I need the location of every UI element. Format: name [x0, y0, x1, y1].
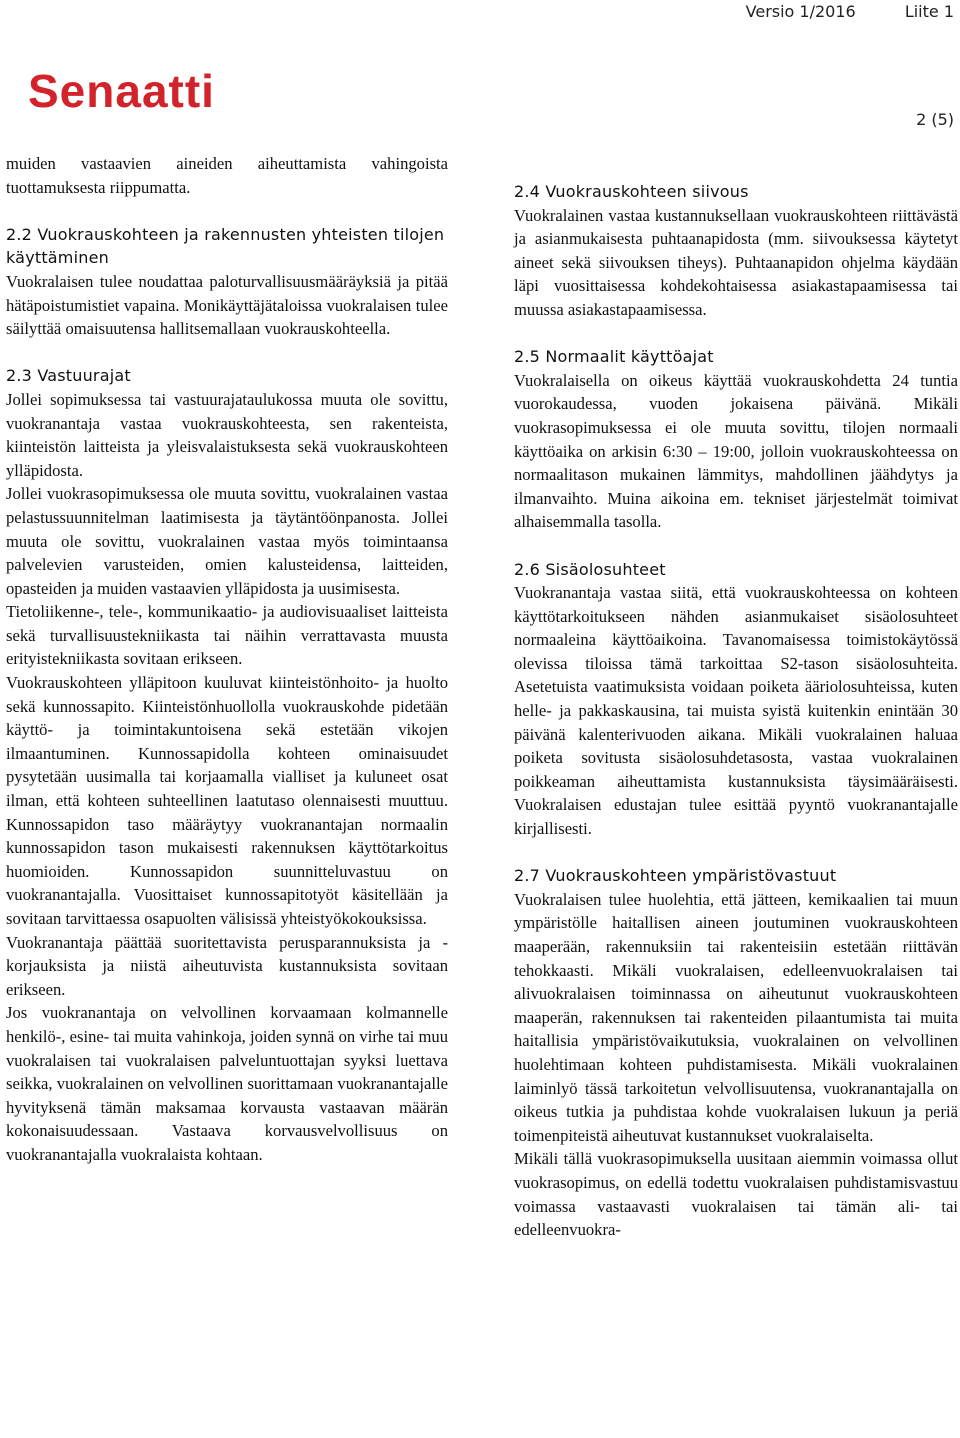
attachment-label: Liite 1	[904, 2, 954, 21]
section-2-3-paragraph: Vuokrauskohteen ylläpitoon kuuluvat kiinteistönhoito- ja huolto sekä kunnossapito. Kiinteistönhuollolla vuokrauskohde pidetään käyttö- ja toimintakuntoisena sekä estetään vikojen ilmaantuminen. Kunnossapidolla kohteen ominaisuudet pysytetään uusimalla tai korjaamalla vialliset ja kuluneet osat ilman, että kohteen suhteellinen laatutaso olennaisesti muuttuu. Kunnossapidon taso määräytyy vuokranantajan normaalin kunnossapidon tason mukaisesti rakennuksen käyttötarkoitus huomioiden. Kunnossapidon suunnitteluvastuu on vuokranantajalla. Vuosittaiset kunnossapitotyöt käsitellään ja sovitaan tarvittaessa osapuolten välisissä yhteistyökokouksissa.	[6, 673, 448, 928]
svg-text:Senaatti: Senaatti	[28, 66, 215, 116]
section-2-5-text: Vuokralaisella on oikeus käyttää vuokrauskohdetta 24 tuntia vuorokaudessa, vuoden jokaisena päivänä. Mikäli vuokrasopimuksessa ei ole muuta sovittu, tilojen normaali käyttöaika on arkisin 6:30 – 19:00, jolloin vuokrauskohteessa on normaalitason mukainen lämmitys, mahdollinen jäähdytys ja ilmanvaihto. Muina aikoina em. tekniset järjestelmät toimivat alhaisemmalla tasolla.	[514, 370, 958, 532]
section-2-7-paragraph: Vuokralaisen tulee huolehtia, että jätteen, kemikaalien tai muun ympäristölle haitallisen aineen joutuminen vuokrauskohteen maaperään, rakennuksiin tai rakenteisiin estetään riittävän tehokkaasti. Mikäli vuokralaisen, edelleenvuokralaisen tai alivuokralaisen toiminnassa on aiheutunut vuokrauskohteen maaperän, rakennuksen tai rakenteiden pilaantumista tai muita haitallisia ympäristövaikutuksia, vuokralainen on velvollinen huolehtimaan kohteen puhdistamisesta. Mikäli vuokralainen laiminlyö tässä tarkoitetun velvollisuutensa, vuokranantajalla on oikeus tutkia ja puhdistaa kohde vuokralaisen lukuun ja periä toimenpiteistä aiheutuvat kustannukset vuokralaiselta.	[514, 889, 958, 1145]
senaatti-logo	[28, 66, 234, 116]
section-2-6-heading: 2.6 Sisäolosuhteet	[514, 559, 666, 579]
page-header	[702, 2, 954, 21]
intro-text: muiden vastaavien aineiden aiheuttamista vahingoista tuottamuksesta riippumatta.	[6, 154, 448, 197]
section-2-3-paragraph: Tietoliikenne-, tele-, kommunikaatio- ja audiovisuaaliset laitteista sekä turvallisuustekniikasta tai näihin verrattavasta muusta erityistekniikasta sovitaan erikseen.	[6, 602, 448, 669]
section-2-3-paragraph: Jos vuokranantaja on velvollinen korvaamaan kolmannelle henkilö-, esine- tai muita vahinkoja, joiden synnä on virhe tai muu vuokralaisen tai vuokralaisen palveluntuottajan syyksi luettava seikka, vuokralainen on velvollinen suorittamaan vuokranantajalle hyvityksenä tämän maksamaa korvausta vastaavan määrän kokonaisuudessaan. Vastaava korvausvelvollisuus on vuokranantajalla vuokralaista kohtaan.	[6, 1003, 448, 1164]
section-2-3-paragraph: Vuokranantaja päättää suoritettavista perusparannuksista ja -korjauksista ja niistä aiheutuvista kustannuksista sovitaan erikseen.	[6, 932, 448, 999]
right-column	[514, 180, 958, 1242]
section-2-6-text: Vuokranantaja vastaa siitä, että vuokrauskohteessa on kohteen käyttötarkoitukseen nähden asianmukaiset sisäolosuhteet normaaleina käyttöaikoina. Tavanomaisessa toimistokäytössä olevissa tiloissa tämä tarkoittaa S2-tason sisäolosuhteita. Asetetuista vaatimuksista voidaan poiketa ääriolosuhteissa, kuten helle- ja pakkaskausina, tai muista syistä kuitenkin enintään 30 päivänä kalenterivuoden aikana. Mikäli vuokralainen haluaa poiketa sovitusta sisäolosuhdetasosta, vastaa vuokralainen poikkeaman aiheuttamista kustannuksista täysimääräisesti. Vuokralaisen edustajan tulee esittää pyyntö vuokranantajalle kirjallisesti.	[514, 583, 958, 839]
section-2-7-heading: 2.7 Vuokrauskohteen ympäristövastuut	[514, 866, 837, 886]
section-2-4-text: Vuokralainen vastaa kustannuksellaan vuokrauskohteen riittävästä ja asianmukaisesta puhtaanapidosta (mm. siivouksessa käytetyt aineet sekä siivouksen tiheys). Puhtaanapidon ohjelma käydään läpi vuosittaisessa kohdekohtaisessa asiakastapaamisessa tai muussa asiakastapaamisessa.	[514, 205, 958, 319]
section-2-3-paragraph: Jollei sopimuksessa tai vastuurajataulukossa muuta ole sovittu, vuokranantaja vastaa vuokrauskohteesta, sen rakenteista, kiinteistön laitteista ja yleisvalaistuksesta sekä vuokrauskohteen ylläpidosta.	[6, 389, 448, 480]
section-2-2-text: Vuokralaisen tulee noudattaa paloturvallisuusmääräyksiä ja pitää hätäpoistumistiet vapaina. Monikäyttäjätaloissa vuokralaisen tulee säilyttää omaisuutensa hallitsemallaan vuokrauskohteella.	[6, 271, 448, 339]
version-label: Versio 1/2016	[745, 2, 856, 21]
section-2-3-heading: 2.3 Vastuurajat	[6, 366, 131, 386]
section-2-2-heading: 2.2 Vuokrauskohteen ja rakennusten yhteisten tilojen käyttäminen	[6, 224, 445, 268]
page-number: 2 (5)	[916, 110, 954, 129]
section-2-3-paragraph: Jollei vuokrasopimuksessa ole muuta sovittu, vuokralainen vastaa pelastussuunnitelman laatimisesta ja täytäntöönpanosta. Jollei muuta ole sovittu, vuokralainen vastaa myös toimintaansa palvelevien varusteiden, omien kalusteidensa, laitteiden, opasteiden ja muiden vastaavien ylläpidosta ja uusimisesta.	[6, 484, 448, 598]
left-column	[6, 152, 448, 1167]
section-2-4-heading: 2.4 Vuokrauskohteen siivous	[514, 182, 749, 201]
section-2-5-heading: 2.5 Normaalit käyttöajat	[514, 347, 714, 367]
section-2-7-paragraph: Mikäli tällä vuokrasopimuksella uusitaan aiemmin voimassa ollut vuokrasopimus, on edellä todettu vuokralaisen puhdistamisvastuu voimassa vastaavasti vuokralaisen tai tämän ali- tai edelleenvuokra-	[514, 1149, 958, 1240]
